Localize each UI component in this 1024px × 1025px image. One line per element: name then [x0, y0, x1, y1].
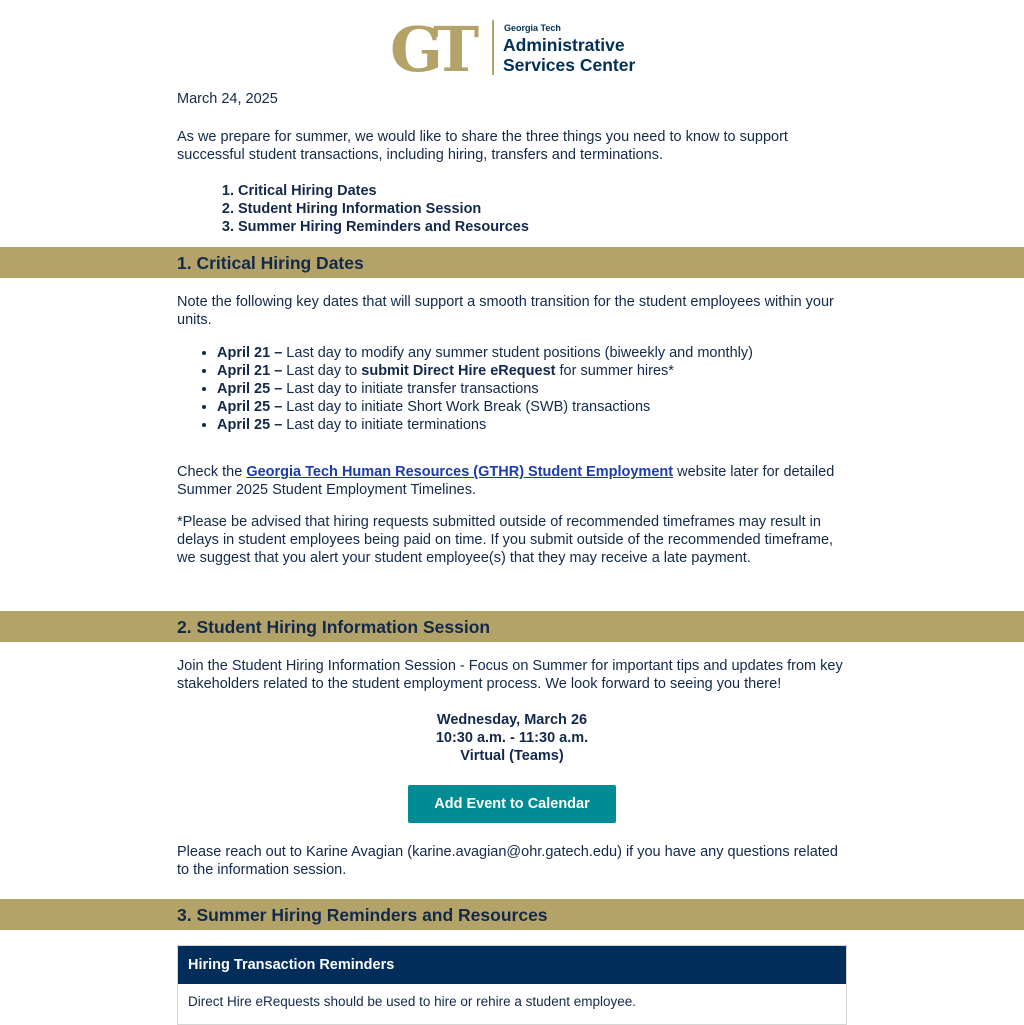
date-label: April 21 –	[217, 345, 283, 361]
section-1-lead: Note the following key dates that will support a smooth transition for the student employees within your units.	[177, 294, 834, 328]
intro-text: As we prepare for summer, we would like to share the three things you need to know to support successful student transactions, including hiring, transfers and terminations.	[177, 129, 788, 163]
add-event-to-calendar-button[interactable]: Add Event to Calendar	[408, 785, 616, 823]
date-text: Last day to initiate transfer transactions	[282, 381, 539, 397]
gthr-student-employment-link[interactable]: Georgia Tech Human Resources (GTHR) Student Employment	[246, 464, 674, 480]
date-text: Last day to	[282, 363, 362, 379]
list-item	[217, 416, 753, 434]
list-item	[217, 362, 753, 380]
toc-item: 1. Critical Hiring Dates	[238, 182, 529, 200]
logo-divider	[492, 20, 494, 75]
gt-logo-icon	[390, 19, 482, 77]
advisory-text: *Please be advised that hiring requests submitted outside of recommended timeframes may result in delays in student employees being paid on time. If you submit outside of the recommended timeframe, we suggest that you alert your student employee(s) that they may receive a late payment.	[177, 514, 834, 566]
check-prefix: Check the	[177, 464, 247, 480]
date-label: April 25 –	[217, 399, 283, 415]
section-3-header	[0, 899, 1024, 930]
logo-org-small: Georgia Tech	[504, 23, 561, 33]
list-item	[217, 380, 753, 398]
list-item	[217, 398, 753, 416]
logo-org-name	[503, 35, 635, 75]
event-time: 10:30 a.m. - 11:30 a.m.	[435, 730, 589, 746]
logo-org-line2: Services Center	[503, 55, 636, 75]
date-label: April 25 –	[217, 417, 283, 433]
reminders-table	[177, 945, 847, 1025]
toc-item: 2. Student Hiring Information Session	[238, 200, 529, 218]
event-location: Virtual (Teams)	[460, 748, 564, 764]
date-emphasis: submit Direct Hire eRequest	[361, 363, 556, 379]
section-1-header	[0, 247, 1024, 278]
toc-item: 3. Summer Hiring Reminders and Resources	[238, 218, 529, 236]
date-text: Last day to initiate Short Work Break (SWB) transactions	[282, 399, 651, 415]
table-row: Direct Hire eRequests should be used to hire or rehire a student employee.	[188, 994, 636, 1009]
section-2-header	[0, 611, 1024, 642]
check-website-text	[177, 463, 847, 499]
svg-text:GT: GT	[390, 19, 470, 77]
date-label: April 25 –	[217, 381, 283, 397]
check-suffix: website later for detailed Summer 2025 Student Employment Timelines.	[177, 464, 835, 498]
event-day: Wednesday, March 26	[436, 712, 588, 728]
section-2-title: 2. Student Hiring Information Session	[177, 617, 491, 637]
logo-org-line1: Administrative	[503, 35, 625, 55]
section-3-title: 3. Summer Hiring Reminders and Resources	[177, 905, 548, 925]
list-item	[217, 344, 753, 362]
email-date: March 24, 2025	[177, 91, 278, 107]
table-of-contents	[177, 182, 529, 236]
date-label: April 21 –	[217, 363, 283, 379]
date-text-tail: for summer hires*	[555, 363, 674, 379]
section-2-lead: Join the Student Hiring Information Session - Focus on Summer for important tips and updates from key stakeholders related to the student employment process. We look forward to seeing you there!	[177, 658, 843, 692]
email-header	[0, 0, 1024, 90]
section-1-title: 1. Critical Hiring Dates	[177, 253, 364, 273]
table-header: Hiring Transaction Reminders	[178, 946, 846, 984]
date-text: Last day to initiate terminations	[282, 417, 487, 433]
date-text: Last day to modify any summer student positions (biweekly and monthly)	[282, 345, 753, 361]
contact-text: Please reach out to Karine Avagian (karine.avagian@ohr.gatech.edu) if you have any questions related to the information session.	[177, 844, 838, 878]
key-dates-list	[177, 344, 753, 434]
